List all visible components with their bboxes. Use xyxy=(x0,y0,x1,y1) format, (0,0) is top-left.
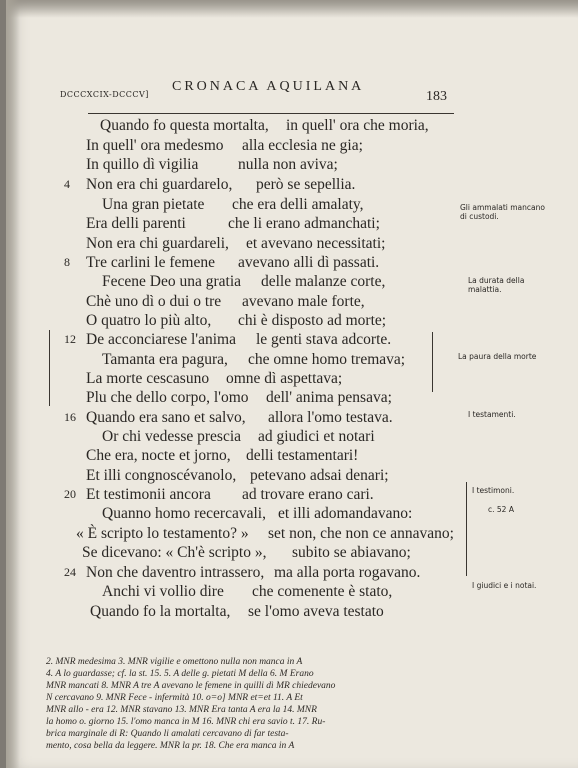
verse-line: 8 Tre carlini le femene avevano alli dì passati. xyxy=(64,254,380,271)
verse-line: Era delli parenti che li erano admanchati; xyxy=(86,215,380,232)
verse-line: In quillo dì vigilia nulla non aviva; xyxy=(86,156,338,173)
verse-line: Quanno homo recercavali, et illi adomandavano: xyxy=(102,505,413,522)
left-margin-bracket xyxy=(49,330,50,406)
apparatus-line: mento, cosa bella da leggere. MNR la pr. 18. Che era manca in A xyxy=(46,741,295,751)
verse-line: Tamanta era pagura, che omne homo tremava; xyxy=(102,351,406,368)
side-note: I testimoni. xyxy=(472,486,515,495)
side-note: I testamenti. xyxy=(468,410,516,419)
page-edge-shadow xyxy=(6,0,578,18)
verse-line: Una gran pietate che era delli amalaty, xyxy=(102,196,364,213)
folio-marker: c. 52 A xyxy=(488,505,514,514)
verse-line: Anchi vi vollio dire che comenente è stato, xyxy=(102,583,393,600)
chapter-range: DCCCXCIX-DCCCV] xyxy=(60,90,149,99)
book-page xyxy=(6,0,578,768)
verse-line: 16 Quando era sano et salvo, allora l'omo testava. xyxy=(64,409,393,426)
apparatus-line: 4. A lo guardasse; cf. la st. 15. 5. A delle g. pietati M della 6. M Erano xyxy=(46,669,314,679)
running-title: CRONACA AQUILANA xyxy=(172,79,365,94)
verse-line: La morte cescasuno omne dì aspettava; xyxy=(86,370,343,387)
verse-line: 12 De acconciarese l'anima le genti stava adcorte. xyxy=(64,331,392,348)
verse-line: Et illi congnoscévanolo, petevano adsai denari; xyxy=(86,467,389,484)
verse-line: Or chi vedesse prescia ad giudici et notari xyxy=(102,428,375,445)
side-note: Gli ammalati mancano di custodi. xyxy=(460,203,545,221)
verse-line: Plu che dello corpo, l'omo dell' anima pensava; xyxy=(86,389,392,406)
verse-line: Fecene Deo una gratia delle malanze corte, xyxy=(102,273,386,290)
verse-line: Quando fo la mortalta, se l'omo aveva testato xyxy=(90,603,384,620)
apparatus-line: MNR allo - era 12. MNR stavano 13. MNR Era tanta A era la 14. MNR xyxy=(46,705,317,715)
critical-apparatus xyxy=(46,656,526,752)
apparatus-line: 2. MNR medesima 3. MNR vigilie e omettono nulla non manca in A xyxy=(46,657,303,667)
right-margin-bracket xyxy=(466,482,467,576)
header-rule xyxy=(88,113,454,114)
verse-line: « È scripto lo testamento? » set non, che non ce annavano; xyxy=(76,525,454,542)
verse-line: In quell' ora medesmo alla ecclesia ne gia; xyxy=(86,137,363,154)
apparatus-line: la homo o. giorno 15. l'omo manca in M 16. MNR chi era savio t. 17. Ru- xyxy=(46,717,326,727)
page-number: 183 xyxy=(426,89,447,104)
right-margin-bracket xyxy=(432,332,433,392)
running-header xyxy=(6,70,578,110)
verse-line: Quando fo questa mortalta, in quell' ora che moria, xyxy=(100,117,429,134)
verse-line: O quatro lo più alto, chi è disposto ad morte; xyxy=(86,312,387,329)
apparatus-line: brica marginale di R: Quando li amalati cercavano di far testa- xyxy=(46,729,289,739)
apparatus-line: MNR mancati 8. MNR A tre A avevano le femene in quilli dì MR chiedevano xyxy=(46,681,336,691)
apparatus-line: N cercavano 9. MNR Fece - infermità 10. o=o] MNR et=et 11. A Et xyxy=(46,693,303,703)
side-note: I giudici e i notai. xyxy=(472,581,537,590)
verse-line: Chè uno dì o dui o tre avevano male forte, xyxy=(86,293,365,310)
verse-line: Che era, nocte et jorno, delli testamentari! xyxy=(86,447,359,464)
side-note: La durata della malattia. xyxy=(468,276,525,294)
verse-line: 4 Non era chi guardarelo, però se sepellia. xyxy=(64,176,356,193)
verse-line: Se dicevano: « Ch'è scripto », subito se abiavano; xyxy=(82,544,411,561)
side-note: La paura della morte xyxy=(458,352,537,361)
verse-line: Non era chi guardareli, et avevano necessitati; xyxy=(86,235,386,252)
verse-line: 20 Et testimonii ancora ad trovare erano cari. xyxy=(64,486,374,503)
verse-line: 24 Non che daventro intrassero, ma alla porta rogavano. xyxy=(64,564,421,581)
